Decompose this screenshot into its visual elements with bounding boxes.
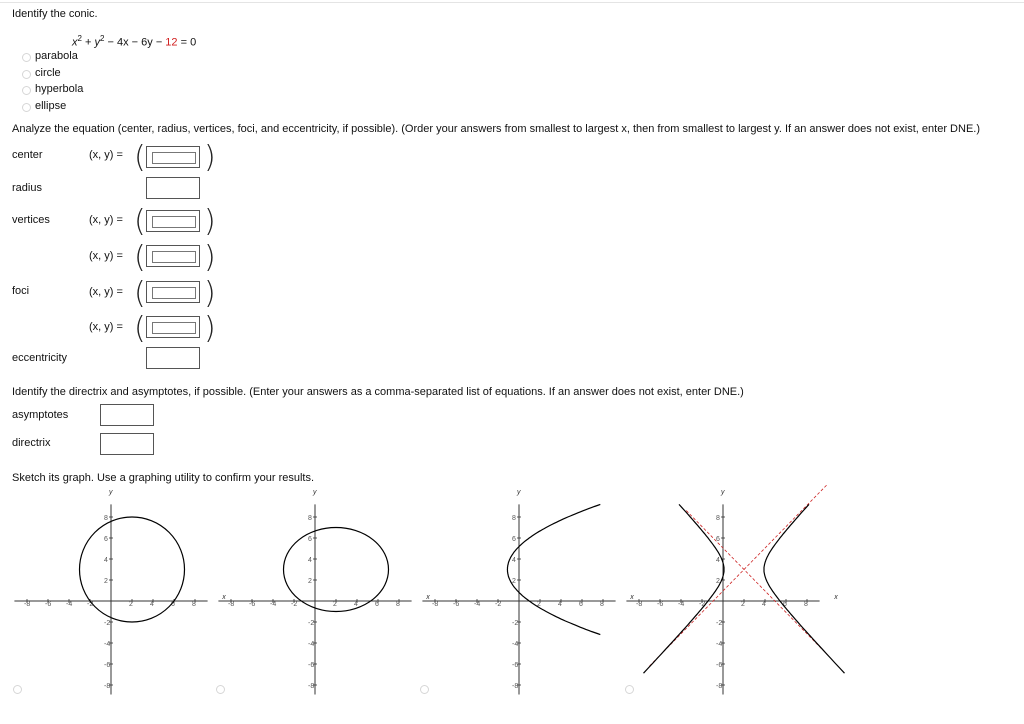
y-tick-label: -6 bbox=[104, 662, 111, 669]
y-tick-label: -4 bbox=[512, 641, 519, 648]
radio-graph-parabola[interactable] bbox=[420, 685, 429, 694]
close-paren: ) bbox=[204, 140, 216, 175]
vertices-label: vertices bbox=[12, 214, 50, 226]
x-tick-label: 2 bbox=[129, 601, 133, 608]
center-input[interactable] bbox=[146, 146, 200, 168]
open-paren: ( bbox=[134, 140, 146, 175]
y-tick-label: 4 bbox=[716, 557, 720, 564]
close-paren: ) bbox=[204, 240, 216, 275]
graph-options-area bbox=[0, 485, 1024, 700]
center-label: center bbox=[12, 149, 43, 161]
focus2-input[interactable] bbox=[146, 316, 200, 338]
directrix-input[interactable] bbox=[100, 433, 154, 455]
y-tick-label: -2 bbox=[104, 620, 111, 627]
vertex1-input[interactable] bbox=[146, 210, 200, 232]
x-tick-label: -4 bbox=[474, 601, 481, 608]
vertex2-xy-label: (x, y) = bbox=[89, 250, 123, 262]
asymptote-line bbox=[686, 511, 828, 656]
x-tick-label: 8 bbox=[600, 601, 604, 608]
x-tick-label: 4 bbox=[354, 601, 358, 608]
x-tick-label: -8 bbox=[432, 601, 439, 608]
focus2-xy-label: (x, y) = bbox=[89, 321, 123, 333]
x-tick-label: 8 bbox=[804, 601, 808, 608]
x-tick-label: 8 bbox=[396, 601, 400, 608]
x-tick-label: -6 bbox=[45, 601, 52, 608]
y-tick-label: -8 bbox=[308, 683, 315, 690]
ellipse-graph[interactable] bbox=[218, 489, 430, 695]
ellipse-curve bbox=[284, 528, 389, 612]
focus1-xy-label: (x, y) = bbox=[89, 286, 123, 298]
y-tick-label: 8 bbox=[512, 515, 516, 522]
y-tick-label: -6 bbox=[308, 662, 315, 669]
y-axis-label: y bbox=[313, 488, 317, 496]
y-tick-label: -4 bbox=[308, 641, 315, 648]
x-tick-label: 6 bbox=[579, 601, 583, 608]
question-title: Identify the conic. bbox=[12, 8, 98, 20]
x-tick-label: -2 bbox=[495, 601, 502, 608]
hyperbola-branch-left bbox=[644, 504, 725, 673]
x-tick-label: -8 bbox=[636, 601, 643, 608]
x-tick-label: -4 bbox=[678, 601, 685, 608]
x-tick-label: 6 bbox=[375, 601, 379, 608]
y-tick-label: 8 bbox=[716, 515, 720, 522]
eccentricity-input[interactable] bbox=[146, 347, 200, 369]
foci-label: foci bbox=[12, 285, 30, 297]
open-paren: ( bbox=[134, 311, 146, 346]
hyperbola-branch-right bbox=[764, 504, 845, 673]
y-tick-label: -4 bbox=[716, 641, 723, 648]
y-tick-label: -2 bbox=[512, 620, 519, 627]
center-xy-label: (x, y) = bbox=[89, 149, 123, 161]
x-tick-label: 6 bbox=[783, 601, 787, 608]
x-tick-label: 4 bbox=[762, 601, 766, 608]
sketch-instruction: Sketch its graph. Use a graphing utility to confirm your results. bbox=[12, 472, 315, 484]
x-tick-label: -6 bbox=[249, 601, 256, 608]
radio-circle[interactable] bbox=[22, 70, 31, 79]
vertex2-input[interactable] bbox=[146, 245, 200, 267]
y-axis-label: y bbox=[109, 488, 113, 496]
y-axis-label: y bbox=[517, 488, 521, 496]
directrix-instruction: Identify the directrix and asymptotes, if possible. (Enter your answers as a comma-separated list of equations. If an answer does not exist, enter DNE.) bbox=[12, 386, 744, 398]
hyperbola-graph[interactable] bbox=[626, 485, 844, 694]
x-axis-label: x bbox=[630, 594, 634, 601]
x-tick-label: 2 bbox=[537, 601, 541, 608]
conic-equation: $x^2 + y^2 - 4x - 6y - 12 = 0$ bbox=[72, 34, 197, 49]
open-paren: ( bbox=[134, 204, 146, 239]
option-circle-label: circle bbox=[35, 67, 61, 79]
eccentricity-label: eccentricity bbox=[12, 352, 68, 364]
y-tick-label: -8 bbox=[512, 683, 519, 690]
x-tick-label: -2 bbox=[699, 601, 706, 608]
option-ellipse-label: ellipse bbox=[35, 100, 67, 112]
y-tick-label: 6 bbox=[308, 536, 312, 543]
x-tick-label: -4 bbox=[270, 601, 277, 608]
open-paren: ( bbox=[134, 276, 146, 311]
y-tick-label: -6 bbox=[716, 662, 723, 669]
x-axis-label: x bbox=[834, 594, 838, 601]
option-hyperbola-label: hyperbola bbox=[35, 83, 84, 95]
vertex1-xy-label: (x, y) = bbox=[89, 214, 123, 226]
y-tick-label: 6 bbox=[104, 536, 108, 543]
x-tick-label: -2 bbox=[291, 601, 298, 608]
x-tick-label: -8 bbox=[24, 601, 31, 608]
y-tick-label: -8 bbox=[104, 683, 111, 690]
y-tick-label: -6 bbox=[512, 662, 519, 669]
radius-input[interactable] bbox=[146, 177, 200, 199]
parabola-curve bbox=[507, 504, 600, 634]
x-axis-label: x bbox=[222, 594, 226, 601]
analyze-instruction: Analyze the equation (center, radius, vertices, foci, and eccentricity, if possible). (Order your answers from smallest to largest x, then from smallest to largest y. If an answer does not exist, enter DNE.) bbox=[12, 123, 980, 135]
y-tick-label: 4 bbox=[308, 557, 312, 564]
radio-graph-hyperbola[interactable] bbox=[625, 685, 634, 694]
y-axis-label: y bbox=[721, 488, 725, 496]
close-paren: ) bbox=[204, 311, 216, 346]
x-tick-label: -6 bbox=[453, 601, 460, 608]
y-tick-label: -2 bbox=[308, 620, 315, 627]
directrix-label: directrix bbox=[12, 437, 51, 449]
y-tick-label: -4 bbox=[104, 641, 111, 648]
y-tick-label: 8 bbox=[308, 515, 312, 522]
y-tick-label: 6 bbox=[716, 536, 720, 543]
open-paren: ( bbox=[134, 240, 146, 275]
radio-parabola[interactable] bbox=[22, 53, 31, 62]
parabola-graph[interactable] bbox=[422, 489, 634, 695]
top-border bbox=[0, 2, 1024, 3]
y-tick-label: -2 bbox=[716, 620, 723, 627]
y-tick-label: 2 bbox=[308, 578, 312, 585]
y-tick-label: 8 bbox=[104, 515, 108, 522]
radio-hyperbola[interactable] bbox=[22, 86, 31, 95]
y-tick-label: 4 bbox=[104, 557, 108, 564]
radio-ellipse[interactable] bbox=[22, 103, 31, 112]
asymptotes-input[interactable] bbox=[100, 404, 154, 426]
x-axis-label: x bbox=[426, 594, 430, 601]
radio-graph-ellipse[interactable] bbox=[216, 685, 225, 694]
circle-graph[interactable] bbox=[14, 489, 226, 695]
x-tick-label: -2 bbox=[87, 601, 94, 608]
y-tick-label: 6 bbox=[512, 536, 516, 543]
y-tick-label: 2 bbox=[104, 578, 108, 585]
x-tick-label: -8 bbox=[228, 601, 235, 608]
radius-label: radius bbox=[12, 182, 42, 194]
y-tick-label: 2 bbox=[512, 578, 516, 585]
x-tick-label: 4 bbox=[150, 601, 154, 608]
y-tick-label: 4 bbox=[512, 557, 516, 564]
close-paren: ) bbox=[204, 276, 216, 311]
x-tick-label: 4 bbox=[558, 601, 562, 608]
radio-graph-circle[interactable] bbox=[13, 685, 22, 694]
option-parabola-label: parabola bbox=[35, 50, 78, 62]
x-tick-label: 8 bbox=[192, 601, 196, 608]
y-tick-label: -8 bbox=[716, 683, 723, 690]
close-paren: ) bbox=[204, 204, 216, 239]
x-tick-label: -6 bbox=[657, 601, 664, 608]
focus1-input[interactable] bbox=[146, 281, 200, 303]
x-tick-label: 2 bbox=[741, 601, 745, 608]
y-tick-label: 2 bbox=[716, 578, 720, 585]
x-tick-label: 2 bbox=[333, 601, 337, 608]
x-tick-label: -4 bbox=[66, 601, 73, 608]
asymptotes-label: asymptotes bbox=[12, 409, 69, 421]
x-tick-label: 6 bbox=[171, 601, 175, 608]
